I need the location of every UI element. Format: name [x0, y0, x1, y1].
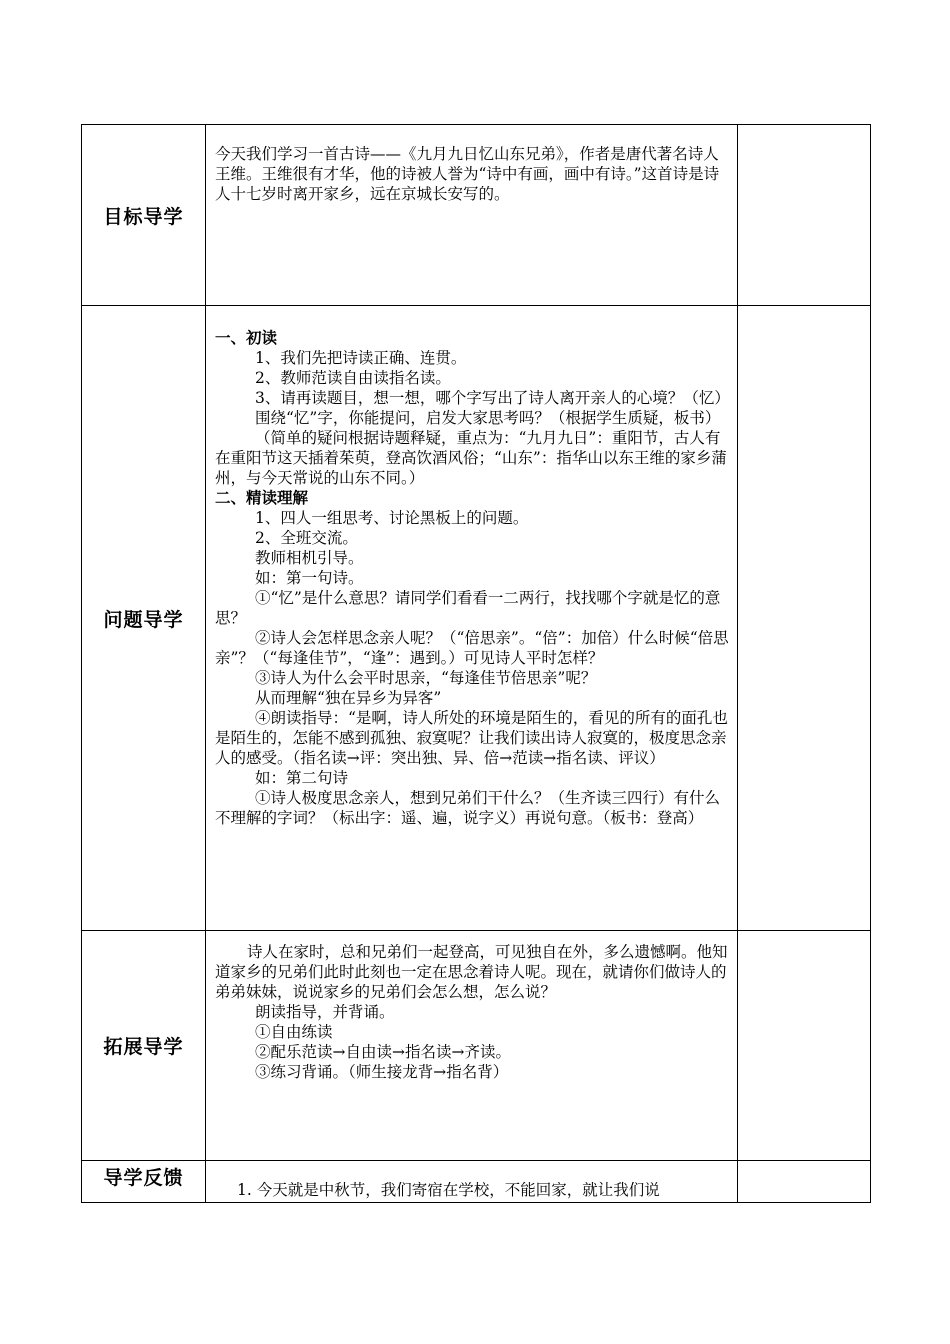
row-extra-goal: [738, 125, 871, 306]
text-line: 2、教师范读自由读指名读。: [255, 369, 451, 387]
row-extra-question: [738, 306, 871, 931]
text-line: 从而理解“独在异乡为异客”: [255, 689, 442, 707]
text-line: 围绕“忆”字，你能提问，启发大家思考吗？（根据学生质疑，板书）: [255, 409, 721, 427]
row-label-feedback: 导学反馈: [82, 1161, 206, 1203]
row-content-goal: [206, 125, 738, 306]
goal-text: 今天我们学习一首古诗——《九月九日忆山东兄弟》，作者是唐代著名诗人王维。王维很有才华，他的诗被人誉为“诗中有画，画中有诗。”这首诗是诗人十七岁时离开家乡，远在京城长安写的。: [215, 145, 720, 203]
text-line: 1、我们先把诗读正确、连贯。: [255, 349, 467, 367]
text-line: 如：第一句诗。: [255, 569, 364, 587]
text-line: ①诗人极度思念亲人，想到兄弟们干什么？（生齐读三四行）有什么不理解的字词？（标出字：遥、遍，说字义）再说句意。（板书：登高）: [215, 789, 721, 827]
row-goal: [82, 125, 871, 306]
text-line: 1、四人一组思考、讨论黑板上的问题。: [255, 509, 529, 527]
text-line: ①“忆”是什么意思？请同学们看看一二两行，找找哪个字就是忆的意思？: [215, 589, 721, 627]
lesson-plan-table: [81, 124, 871, 1203]
row-content-feedback: [206, 1161, 738, 1203]
row-content-extend: [206, 931, 738, 1161]
text-line: 教师相机引导。: [255, 549, 364, 567]
section-heading-close-read: 二、精读理解: [215, 489, 309, 507]
text-line: ④朗读指导：“是啊，诗人所处的环境是陌生的，看见的所有的面孔也是陌生的，怎能不感到孤独、寂寞呢？让我们读出诗人寂寞的，极度思念亲人的感受。（指名读→评：突出独、异、倍→范读→指名读、评议）: [215, 709, 728, 767]
text-line: 2、全班交流。: [255, 529, 358, 547]
row-extra-feedback: [738, 1161, 871, 1203]
text-line: ②配乐范读→自由读→指名读→齐读。: [255, 1043, 511, 1061]
text-line: 如：第二句诗: [255, 769, 349, 787]
row-feedback: [82, 1161, 871, 1203]
row-extra-extend: [738, 931, 871, 1161]
text-line: ①自由练读: [255, 1023, 333, 1041]
row-question: [82, 306, 871, 931]
row-label-goal: 目标导学: [82, 125, 206, 306]
text-line: ③诗人为什么会平时思亲，“每逢佳节倍思亲”呢？: [255, 669, 597, 687]
row-label-extend: 拓展导学: [82, 931, 206, 1161]
text-line: 3、请再读题目，想一想，哪个字写出了诗人离开亲人的心境？（忆）: [255, 389, 730, 407]
text-line: ②诗人会怎样思念亲人呢？（“倍思亲”。“倍”：加倍）什么时候“倍思亲”？（“每逢佳节”，“逢”：遇到。）可见诗人平时怎样？: [215, 629, 729, 667]
text-line: （简单的疑问根据诗题释疑，重点为：“九月九日”：重阳节，古人有在重阳节这天插着茱萸，登高饮酒风俗；“山东”：指华山以东王维的家乡蒲州，与今天常说的山东不同。）: [215, 429, 727, 487]
text-line: ③练习背诵。（师生接龙背→指名背）: [255, 1063, 509, 1081]
section-heading-first-read: 一、初读: [215, 329, 278, 347]
feedback-text: 1. 今天就是中秋节，我们寄宿在学校，不能回家，就让我们说: [237, 1181, 660, 1199]
text-line: 诗人在家时，总和兄弟们一起登高，可见独自在外，多么遗憾啊。他知道家乡的兄弟们此时此刻也一定在思念着诗人呢。现在，就请你们做诗人的弟弟妹妹，说说家乡的兄弟们会怎么想，怎么说？: [215, 943, 728, 1001]
text-line: 朗读指导，并背诵。: [255, 1003, 395, 1021]
row-label-question: 问题导学: [82, 306, 206, 931]
row-content-question: [206, 306, 738, 931]
row-extend: [82, 931, 871, 1161]
